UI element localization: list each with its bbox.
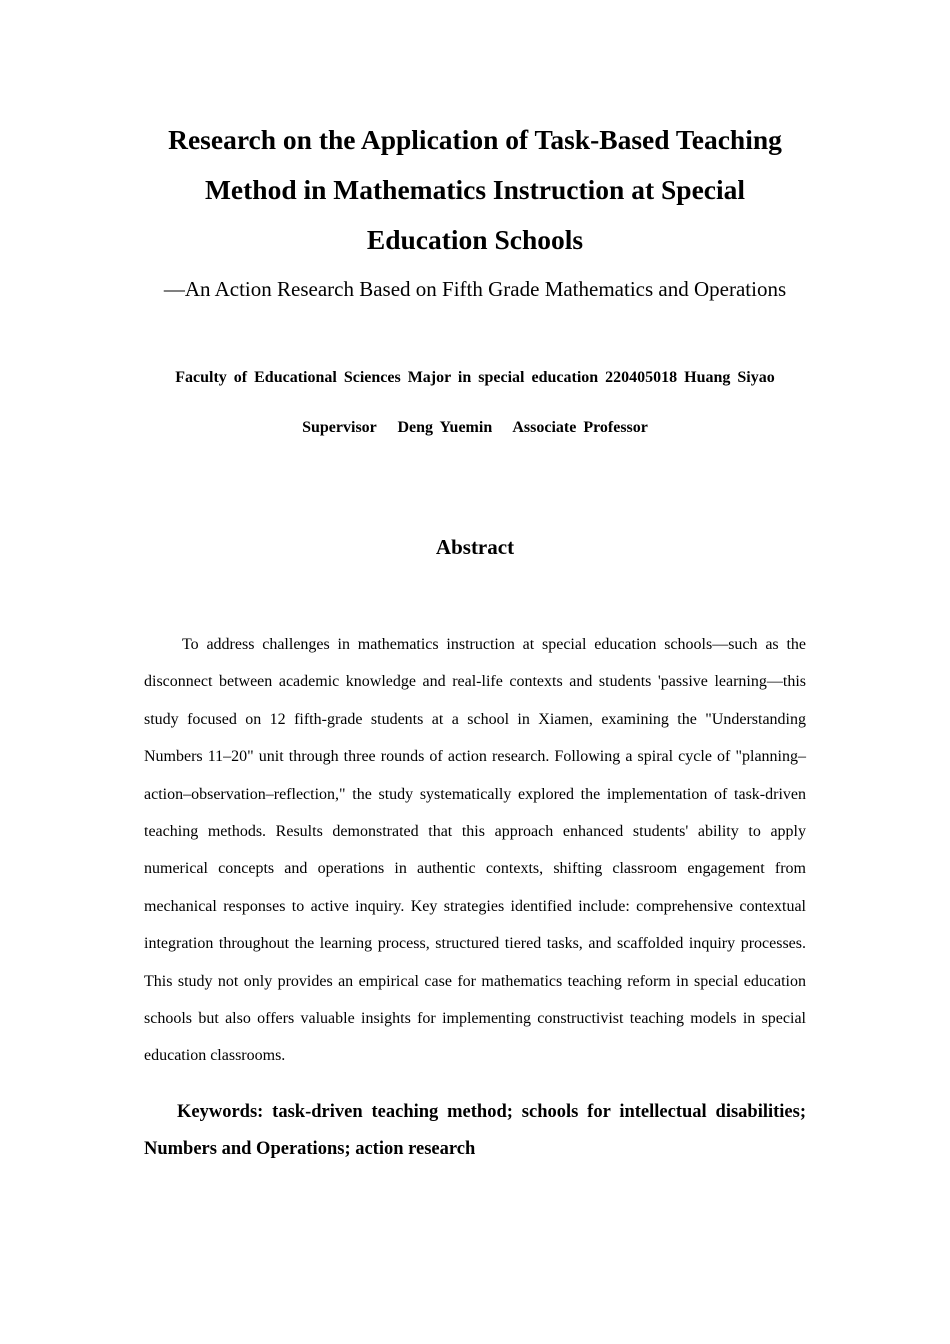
document-title: Research on the Application of Task-Based Teaching Method in Mathematics Instruction at Special Education Schools <box>168 124 782 255</box>
abstract-heading: Abstract <box>435 535 515 559</box>
author-line: Faculty of Educational Sciences Major in special education 220405018 Huang Siyao <box>175 369 775 386</box>
abstract-body: To address challenges in mathematics instruction at special education schools—such as the disconnect between academic knowledge and real-life contexts and students 'passive learning—this study focused on 12 fifth-grade students at a school in Xiamen, examining the "Understanding Numbers 11–20" unit through three rounds of action research. Following a spiral cycle of "planning–action–observation–reflection," the study systematically explored the implementation of task-driven teaching methods. Results demonstrated that this approach enhanced students' ability to apply numerical concepts and operations in authentic contexts, shifting classroom engagement from mechanical responses to active inquiry. Key strategies identified include: comprehensive contextual integration throughout the learning process, structured tiered tasks, and scaffolded inquiry processes. This study not only provides an empirical case for mathematics teaching reform in special education schools but also offers valuable insights for implementing constructivist teaching models in special education classrooms. <box>144 636 806 1065</box>
keywords: Keywords: task-driven teaching method; schools for intellectual disabilities; Numbers and Operations; action research <box>144 1102 806 1160</box>
document-subtitle: —An Action Research Based on Fifth Grade Mathematics and Operations <box>163 277 787 301</box>
supervisor-line: Supervisor Deng Yuemin Associate Professor <box>302 419 648 436</box>
